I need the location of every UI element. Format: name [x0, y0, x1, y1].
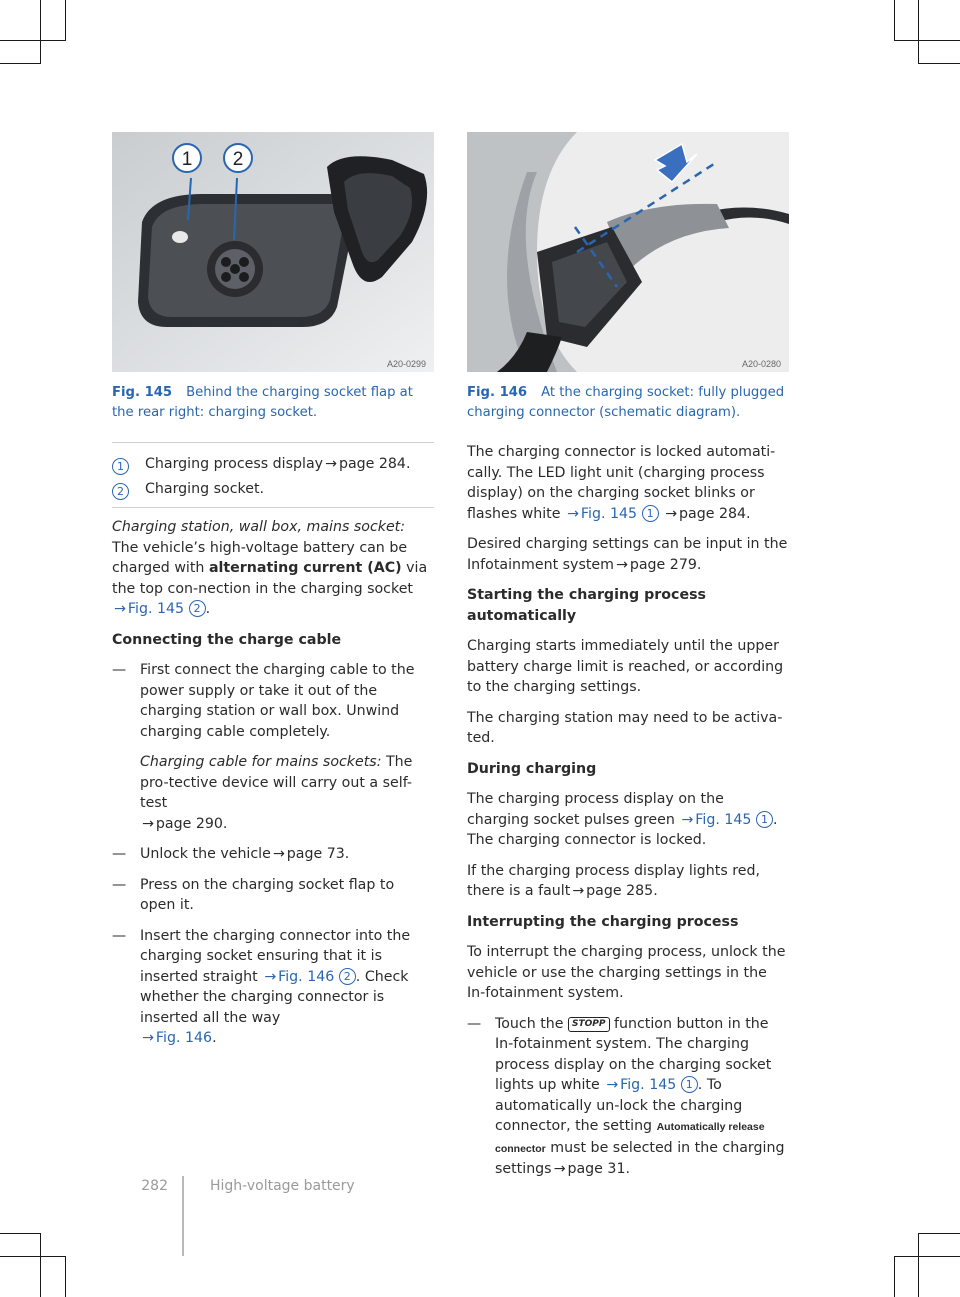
- note-lead: Charging cable for mains sockets:: [140, 754, 382, 770]
- legend-item-2: [112, 481, 434, 503]
- step-text: First connect the charging cable to the power supply or take it out of the charging station or wall box. Unwind charging cable completely.: [140, 662, 415, 740]
- figure-code: A20-0299: [386, 359, 426, 369]
- step-text-3: . To automatically un-lock the charging connector, the setting: [495, 1077, 743, 1134]
- paragraph-text-2: . The charging connector is locked.: [467, 811, 778, 848]
- paragraph-text: If the charging process display lights red, there is a fault: [467, 862, 761, 899]
- section-title: High-voltage battery: [210, 1178, 355, 1194]
- crop-mark: [0, 1256, 66, 1257]
- arrow-icon: →: [615, 556, 628, 573]
- crop-mark: [0, 1233, 41, 1234]
- page-reference[interactable]: page 279.: [629, 556, 702, 573]
- crop-mark: [918, 63, 960, 64]
- arrow-icon: →: [114, 601, 126, 617]
- arrow-icon: →: [272, 846, 285, 862]
- paragraph-text: Desired charging settings can be input in the Infotainment system: [467, 536, 788, 573]
- page-reference[interactable]: page 284.: [679, 505, 751, 522]
- step-text: Unlock the vehicle: [140, 846, 271, 862]
- callout-1: 1: [181, 149, 193, 170]
- dash-bullet: —: [112, 876, 127, 893]
- arrow-icon: →: [681, 811, 694, 828]
- step-text: Touch the: [495, 1015, 564, 1032]
- paragraph-text: The charging process display on the charging socket pulses green: [467, 791, 724, 828]
- fig-146-caption: [467, 383, 792, 423]
- dash-bullet: —: [112, 846, 127, 862]
- figure-link[interactable]: Fig. 145: [620, 1077, 677, 1093]
- stopp-button-icon: STOPP: [568, 1017, 609, 1032]
- figure-label: Fig. 145: [112, 385, 173, 400]
- arrow-icon: →: [264, 968, 277, 985]
- caption-text: At the charging socket: fully plugged charging connector (schematic diagram).: [467, 385, 785, 420]
- step-text-4: must be selected in the charging settings: [495, 1139, 785, 1177]
- crop-mark: [894, 40, 960, 41]
- legend-text: Charging process display: [145, 456, 324, 472]
- figure-link[interactable]: Fig. 146: [155, 1030, 213, 1046]
- paragraph: [467, 861, 789, 902]
- crop-mark: [0, 40, 66, 41]
- crop-mark: [40, 1233, 41, 1297]
- intro-bold: alternating current (AC): [208, 560, 402, 576]
- right-column: [467, 442, 789, 1190]
- crop-mark: [918, 1233, 919, 1297]
- section-heading: Connecting the charge cable: [112, 631, 342, 648]
- list-item: [112, 875, 434, 916]
- page-reference[interactable]: page 290.: [155, 815, 228, 832]
- callout-number: 1: [112, 458, 129, 475]
- page-reference[interactable]: page 285.: [586, 883, 658, 899]
- arrow-icon: →: [553, 1161, 566, 1177]
- dash-bullet: —: [112, 662, 127, 678]
- divider: [112, 507, 434, 508]
- crop-mark: [65, 0, 66, 40]
- paragraph: To interrupt the charging process, unlock the vehicle or use the charging settings in the In-fotainment system.: [467, 944, 786, 1001]
- step-text-2: function button in the In-fotainment system. The charging process display on the charging socket lights up white: [495, 1015, 772, 1093]
- callout-2: 2: [232, 149, 244, 170]
- arrow-icon: →: [142, 815, 154, 832]
- figure-code: A20-0280: [741, 359, 781, 369]
- paragraph: The charging station may need to be activa-ted.: [467, 709, 783, 746]
- intro-text: The vehicle’s high-voltage battery can be charged with: [112, 539, 408, 576]
- legend-text: Charging socket.: [145, 481, 265, 497]
- arrow-icon: →: [567, 505, 579, 522]
- list-item: [112, 844, 434, 865]
- step-text: Insert the charging connector into the charging socket ensuring that it is inserted straight: [140, 927, 411, 985]
- plugged-connector-photo: [467, 132, 789, 372]
- list-item: [467, 1014, 789, 1180]
- fig-145-caption: [112, 383, 437, 423]
- section-heading: During charging: [467, 760, 597, 777]
- list-item: — Insert the charging connector into the charging socket ensuring that it is inserted straight → Fig. 146 2 . Check whether the charging connector is inserted all the way → Fig. 146.: [112, 927, 411, 1046]
- crop-mark: [894, 1256, 895, 1297]
- paragraph: [467, 442, 789, 524]
- arrow-icon: →: [325, 456, 337, 472]
- fig-146-image: [467, 132, 789, 372]
- arrow-icon: →: [572, 883, 585, 899]
- footer-divider: [182, 1176, 184, 1256]
- paragraph: [467, 534, 789, 575]
- figure-link[interactable]: Fig. 145: [127, 601, 185, 617]
- arrow-icon: →: [665, 505, 677, 522]
- callout-number: 2: [112, 483, 129, 500]
- callout-number: 2: [339, 968, 356, 985]
- legend-item-1: [112, 456, 434, 478]
- caption-text: Behind the charging socket flap at the rear right: charging socket.: [112, 385, 413, 420]
- callout-number: 1: [642, 505, 659, 522]
- note-text: The pro-tective device will carry out a self-test: [140, 754, 413, 811]
- list-item: [112, 660, 434, 834]
- step-text: Press on the charging socket flap to open it.: [140, 876, 395, 913]
- crop-mark: [0, 63, 41, 64]
- intro-paragraph: Charging station, wall box, mains socket: The vehicle’s high-voltage battery can be charged with alternating current (AC) via the top con-nection in the charging socket → Fig. 145 2 .: [112, 519, 428, 617]
- page-reference[interactable]: page 73.: [286, 846, 350, 862]
- figure-link[interactable]: Fig. 145: [695, 811, 752, 828]
- paragraph: [467, 789, 789, 851]
- dash-bullet: —: [467, 1015, 482, 1032]
- page-reference[interactable]: page 31.: [567, 1161, 630, 1177]
- divider: [112, 442, 434, 443]
- charging-socket-photo: [112, 132, 434, 372]
- crop-mark: [918, 1233, 960, 1234]
- dash-bullet: —: [112, 927, 127, 944]
- section-heading: Interrupting the charging process: [467, 913, 739, 930]
- callout-number: 2: [189, 600, 206, 617]
- callout-number: 1: [681, 1076, 698, 1093]
- callout-number: 1: [756, 811, 773, 828]
- figure-link[interactable]: Fig. 145: [580, 505, 638, 522]
- step-note: [140, 752, 434, 834]
- section-heading: Starting the charging process automatically: [467, 587, 706, 624]
- crop-mark: [894, 0, 895, 40]
- arrow-icon: →: [606, 1077, 619, 1093]
- crop-mark: [40, 0, 41, 63]
- paragraph: Charging starts immediately until the upper battery charge limit is reached, or according to the charging settings.: [467, 638, 784, 695]
- intro-text-2: via the top con-nection in the charging socket: [112, 560, 428, 597]
- page-number: 282: [141, 1178, 168, 1194]
- figure-label: Fig. 146: [467, 385, 528, 400]
- arrow-icon: →: [142, 1030, 154, 1046]
- crop-mark: [894, 1256, 960, 1257]
- figure-link[interactable]: Fig. 146: [278, 968, 335, 985]
- fig-145-image: [112, 132, 434, 372]
- page-reference[interactable]: page 284.: [338, 456, 411, 472]
- left-column: [112, 517, 434, 1059]
- setting-name: Automatically release connector: [495, 1121, 765, 1155]
- crop-mark: [65, 1256, 66, 1297]
- crop-mark: [918, 0, 919, 63]
- paragraph-text: The charging connector is locked automati-cally. The LED light unit (charging process display) on the charging socket blinks or flashes white: [467, 444, 776, 522]
- intro-lead: Charging station, wall box, mains socket:: [112, 519, 406, 535]
- step-text-2: . Check whether the charging connector is inserted all the way: [140, 968, 409, 1026]
